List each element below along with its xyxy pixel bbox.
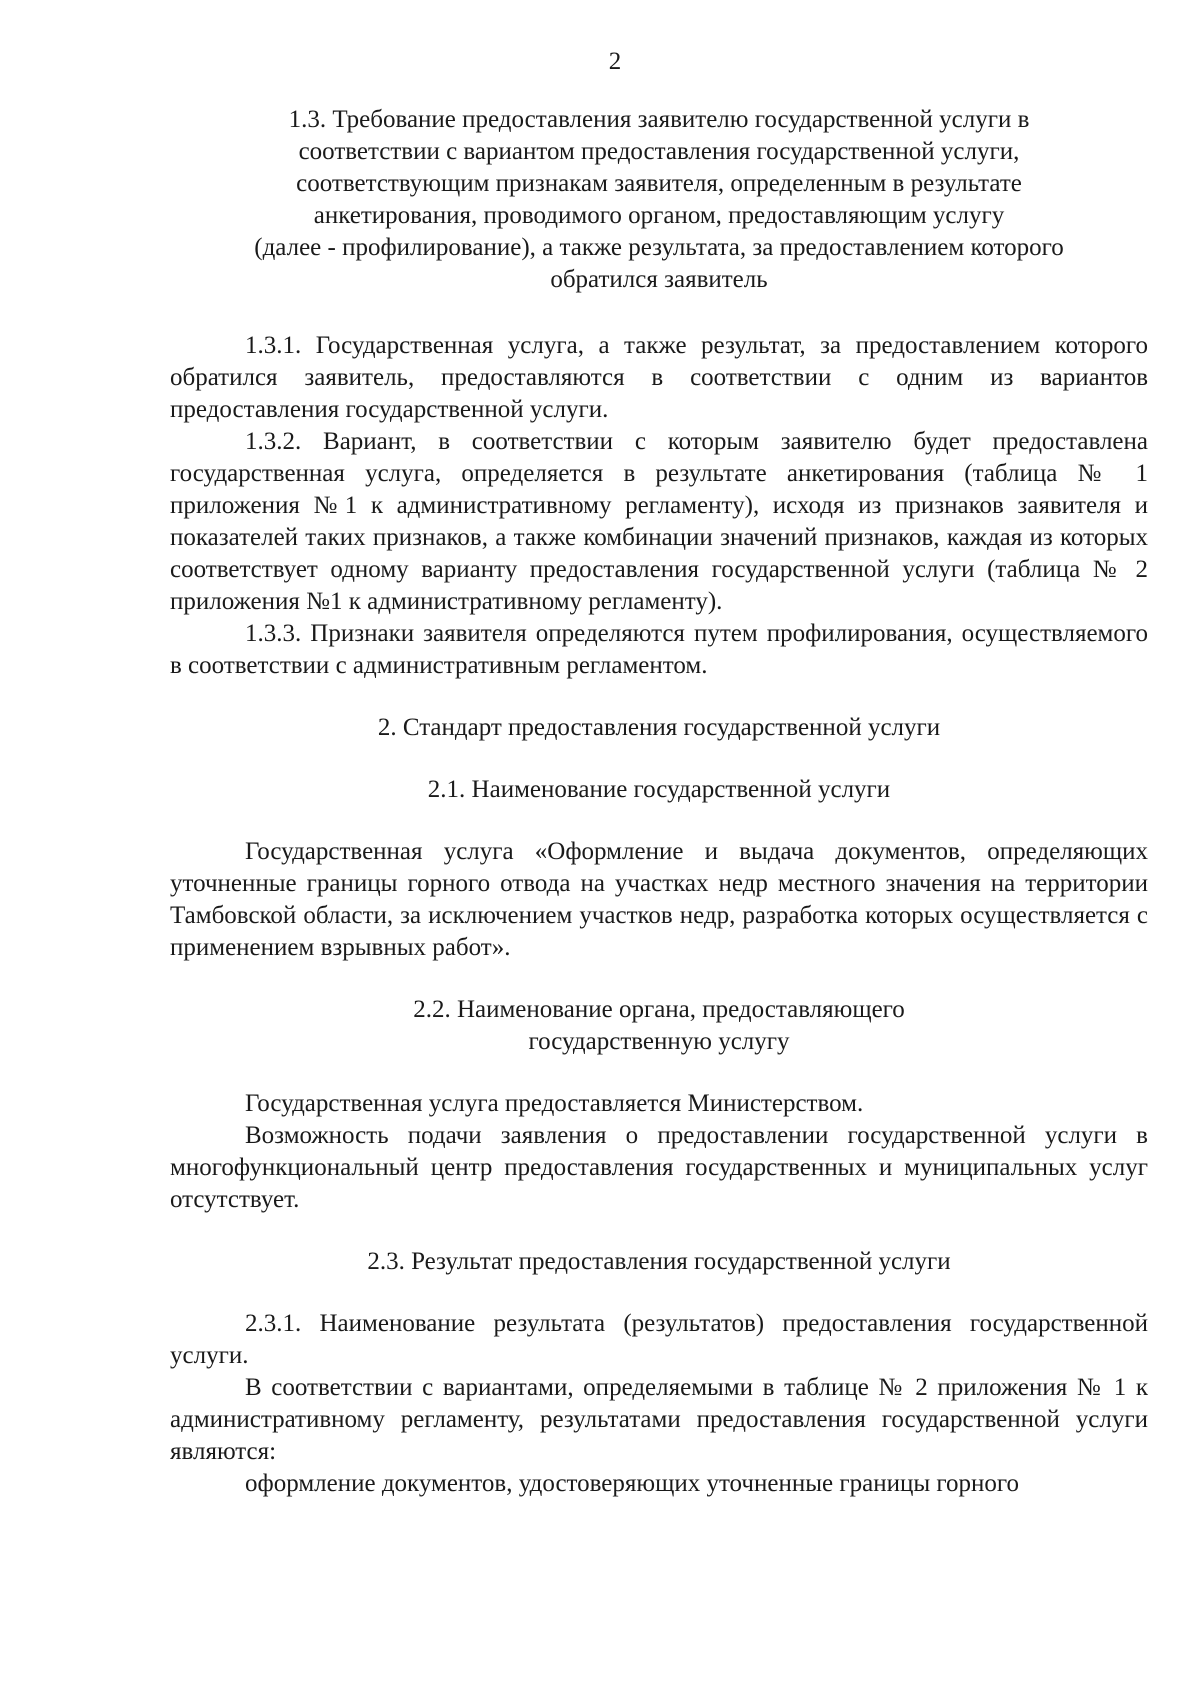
paragraph-1-3-2: 1.3.2. Вариант, в соответствии с которым заявителю будет предоставлена государственная услуга, определяется в результате анкетирования (таблица № 1 приложения №1 к административному регламенту), исходя из признаков заявителя и показателей таких признаков, а также комбинации значений признаков, каждая из которых соответствует одному варианту предоставления государственной услуги (таблица № 2 приложения №1 к административному регламенту). bbox=[170, 428, 1148, 615]
paragraph-1-3-1: 1.3.1. Государственная услуга, а также результат, за предоставлением которого обратился заявитель, предоставляются в соответствии с одним из вариантов предоставления государственной услуги. bbox=[170, 332, 1148, 423]
page-number: 2 bbox=[608, 48, 622, 75]
heading-1-3-line: анкетирования, проводимого органом, предоставляющим услугу bbox=[313, 202, 1005, 229]
heading-1-3-line: соответствии с вариантом предоставления государственной услуги, bbox=[298, 138, 1020, 165]
heading-2-1: 2.1. Наименование государственной услуги bbox=[427, 776, 891, 803]
heading-2-2 bbox=[170, 994, 1148, 1058]
paragraph-2-2-a: Государственная услуга предоставляется Министерством. bbox=[245, 1090, 864, 1117]
heading-1-3-line: соответствующим признакам заявителя, определенным в результате bbox=[296, 170, 1022, 197]
document-body bbox=[170, 104, 1148, 1500]
paragraph-2-2-b: Возможность подачи заявления о предоставлении государственной услуги в многофункциональный центр предоставления государственных и муниципальных услуг отсутствует. bbox=[170, 1122, 1148, 1213]
paragraph-2-3-1: 2.3.1. Наименование результата (результатов) предоставления государственной услуги. bbox=[170, 1310, 1148, 1369]
heading-1-3-line: 1.3. Требование предоставления заявителю государственной услуги в bbox=[288, 106, 1030, 133]
heading-1-3-line: (далее - профилирование), а также результата, за предоставлением которого bbox=[254, 234, 1064, 261]
paragraph-2-1: Государственная услуга «Оформление и выдача документов, определяющих уточненные границы горного отвода на участках недр местного значения на территории Тамбовской области, за исключением участков недр, разработка которых осуществляется с применением взрывных работ». bbox=[170, 838, 1148, 961]
heading-2-2-line: государственную услугу bbox=[528, 1028, 790, 1055]
paragraph-2-3-1-b: В соответствии с вариантами, определяемыми в таблице № 2 приложения № 1 к административному регламенту, результатами предоставления государственной услуги являются: bbox=[170, 1374, 1148, 1465]
paragraph-2-3-1-c: оформление документов, удостоверяющих уточненные границы горного bbox=[245, 1470, 1020, 1497]
heading-1-3-line: обратился заявитель bbox=[550, 266, 768, 293]
heading-1-3 bbox=[170, 104, 1148, 296]
heading-2-2-line: 2.2. Наименование органа, предоставляющего bbox=[413, 996, 905, 1023]
heading-2-3: 2.3. Результат предоставления государственной услуги bbox=[367, 1248, 951, 1275]
paragraph-1-3-3: 1.3.3. Признаки заявителя определяются путем профилирования, осуществляемого в соответствии с административным регламентом. bbox=[170, 620, 1148, 679]
heading-2: 2. Стандарт предоставления государственной услуги bbox=[377, 714, 941, 741]
